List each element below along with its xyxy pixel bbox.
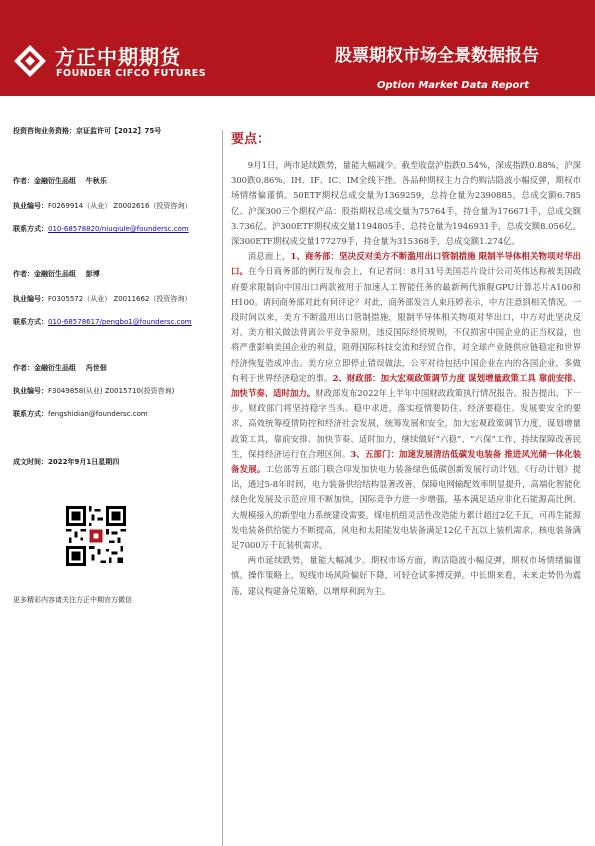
author-line: [13, 269, 100, 279]
author-name: 彭博: [85, 270, 100, 278]
contact-email-link[interactable]: 010-68578820/niuqiule@foundersc.com: [48, 225, 189, 233]
license-id-value: F0305572（从业） Z0011662（投资咨询）: [48, 295, 192, 303]
license-id-value: F0269914（从业） Z0002616（投资咨询）: [48, 202, 192, 210]
contact-label: 联系方式：: [13, 225, 48, 233]
license-id-label: 执业编号：: [13, 202, 48, 210]
news-body-3: 工信部等五部门联合印发加快电力装备绿色低碳创新发展行动计划。《行动计划》提出，通过5-8年时间，电力装备供给结构显著改善，保障电网输配效率明显提升，高端化智能化绿色化发展及示范应用不断加快，国际竞争力进一步增强，基本满足适应非化石能源高比例、大规模接入的新型电力系统建设需要。煤电机组灵活性改造能力累计超过2亿千瓦，可再生能源发电装备供给能力不断提高，风电和太阳能发电装备满足12亿千瓦以上装机需求，核电装备满足7000万千瓦装机需求。: [231, 464, 582, 551]
news-headline-3: 3、五部门：加速发展清洁低碳发电装备 推进风光储一体化装备发展。: [231, 448, 581, 475]
author-name: 冯世佃: [85, 364, 107, 372]
license-id-line: [13, 294, 191, 304]
news-headline-2: 2、财政部：加大宏观政策调节力度 谋划增量政策工具 靠前安排、加快节奏、适时加力。: [231, 372, 581, 399]
strategy-paragraph: 两市延续跌势，量能大幅减少。期权市场方面，购沽隐波小幅反弹，期权市场情绪偏谨慎。操作策略上，短线市场风险偏好下降，可轻仓试多搏反弹。中长期来看，未来走势仍为震荡，建议构建备兑策略，以增厚利润为主。: [231, 555, 581, 596]
company-name-cn: 方正中期期货: [55, 45, 181, 69]
news-intro: 消息面上，: [247, 251, 291, 262]
contact-email-link[interactable]: 010-68578617/pengbo1@foundersc.com: [48, 318, 192, 326]
summary-paragraph: 9月1日，两市延续跌势，量能大幅减少。截至收盘沪指跌0.54%，深成指跌0.88%，沪深300跌0.86%。IH、IF、IC、IM全线下挫。各品种期权主力合约购沽隐波小幅反弹，期权市场情绪偏谨慎。50ETF期权总成交量为1369259，总持仓量为2390885，总成交额6.785亿。沪深300三个期权产品：股指期权总成交量为75764手，持仓量为176671手，总成交额3.736亿。沪300ETF期权成交量1194805手，总持仓量为1946931手，总成交额8.056亿。深300ETF期权成交量177279手，持仓量为315368手，总成交额1.274亿。: [231, 160, 581, 247]
report-title: 股票期权市场全景数据报告: [335, 46, 539, 66]
contact-line: [13, 409, 148, 419]
contact-line: [13, 317, 192, 327]
wechat-qr-code-icon[interactable]: [66, 506, 126, 566]
author-line: [13, 363, 107, 373]
section-title: 要点：: [231, 132, 271, 147]
company-name-en: FOUNDER CIFCO FUTURES: [56, 68, 207, 79]
author-line: [13, 176, 107, 186]
qr-caption: 更多精彩内容请关注方正中期官方微信: [13, 596, 132, 604]
report-date: 成文时间：2022年9月1日星期四: [13, 458, 120, 466]
author-name: 牛秋乐: [85, 177, 107, 185]
header-banner: [0, 0, 595, 96]
license-id-line: [13, 386, 174, 396]
author-label: 作者：金融衍生品组: [13, 177, 76, 185]
license-id-value: F3049858(从业) Z0015710(投资咨询): [48, 387, 175, 395]
license-id-label: 执业编号：: [13, 387, 48, 395]
column-divider: [222, 130, 223, 846]
license-id-line: [13, 201, 191, 211]
news-body-2: 财政部发布2022年上半年中国财政政策执行情况报告。报告提出，下一步，财政部门将坚持稳字当头、稳中求进，落实疫情要防住、经济要稳住、发展要安全的要求，高效统筹疫情防控和经济社会发展，统筹发展和安全，加大宏观政策调节力度，谋划增量政策工具，靠前安排、加快节奏、适时加力，继续做好“六稳”、“六保”工作，持续保障改善民生，保持经济运行在合理区间。: [231, 388, 582, 459]
contact-email: fengshidian@foundersc.com: [48, 410, 148, 418]
license-text: 投资咨询业务资格：京证监许可【2012】75号: [13, 127, 162, 135]
report-title-en: Option Market Data Report: [377, 80, 530, 91]
contact-label: 联系方式：: [13, 318, 48, 326]
news-headline-1: 1、商务部：坚决反对美方不断滥用出口管制措施 限制半导体相关物项对华出口。: [231, 251, 581, 277]
contact-label: 联系方式：: [13, 410, 48, 418]
news-paragraph: [231, 249, 581, 553]
contact-line: [13, 224, 189, 234]
author-label: 作者：金融衍生品组: [13, 364, 76, 372]
news-body-1: 在今日商务部的例行发布会上，有记者问：8月31号美国芯片设计公司英伟达称被美国政府要求限制向中国出口两款被用于加速人工智能任务的最新两代旗舰GPU计算芯片A100和H100。请问商务部对此有何评论？对此，商务部发言人束珏婷表示，中方注意到相关情况。一段时间以来，美方不断滥用出口管制措施，限制半导体相关物项对华出口，中方对此坚决反对。美方相关做法背离公平竞争原则，违反国际经贸规则，不仅损害中国企业的正当权益，也将严重影响美国企业的利益，阻碍国际科技交流和经贸合作，对全球产业链供应链稳定和世界经济恢复造成冲击。美方应立即停止错误做法，公平对待包括中国企业在内的各国企业，多做有利于世界经济稳定的事。: [231, 266, 582, 383]
license-id-label: 执业编号：: [13, 295, 48, 303]
main-content: [231, 158, 581, 599]
author-label: 作者：金融衍生品组: [13, 270, 76, 278]
founder-logo-icon: [13, 44, 47, 78]
